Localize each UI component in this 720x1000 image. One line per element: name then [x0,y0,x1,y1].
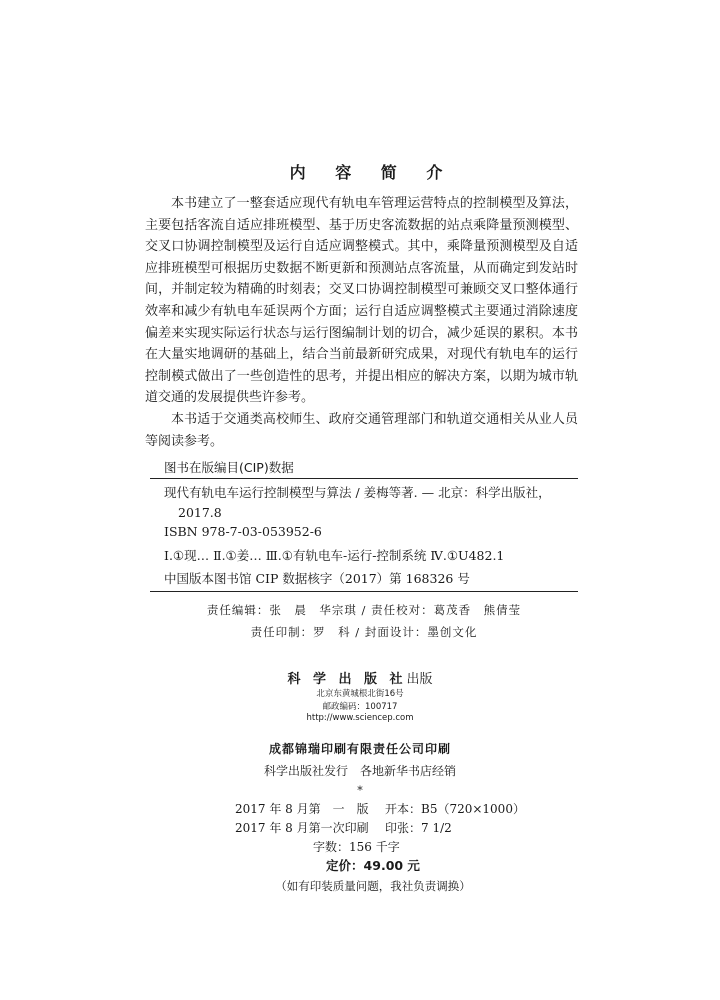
abstract-paragraph-2: 本书适于交通类高校师生、政府交通管理部门和轨道交通相关从业人员等阅读参考。 [145,411,578,449]
abstract [145,193,578,452]
publisher-url: http://www.sciencep.com [306,713,414,723]
cip-number: 中国版本图书馆 CIP 数据核字（2017）第 168326 号 [164,571,470,586]
cip-isbn: ISBN 978-7-03-053952-6 [164,524,322,539]
cip-date-line: 2017.8 [178,504,222,520]
separator-star: * [357,784,363,797]
spec-word-count: 字数：156 千字 [313,840,400,854]
credits-line-2: 责任印制：罗 科 / 封面设计：墨创文化 [250,625,478,639]
cip-title-line: 现代有轨电车运行控制模型与算法 / 姜梅等著. — 北京：科学出版社， [164,485,551,500]
publisher-name-text: 科 学 出 版 社 [287,672,407,687]
printer-line: 成都锦瑞印刷有限责任公司印刷 [268,742,451,756]
spec-format: 开本：B5（720×1000） [385,802,525,816]
publisher-name-suffix: 出版 [406,672,433,687]
spec-edition: 2017 年 8 月第 一 版 [235,802,369,816]
cip-classification: Ⅰ.①现… Ⅱ.①姜… Ⅲ.①有轨电车-运行-控制系统 Ⅳ.①U482.1 [164,547,505,563]
distribution-line: 科学出版社发行 各地新华书店经销 [263,764,456,778]
cip-data-block [150,478,578,592]
page-title: 内 容 简 介 [289,163,455,182]
spec-sheets: 印张：7 1/2 [385,821,452,835]
publisher-name [0,668,720,687]
publisher-address: 北京东黄城根北街16号 [316,689,404,699]
price: 定价：49.00 元 [326,858,420,873]
credits-line-1: 责任编辑：张 晨 华宗琪 / 责任校对：葛茂香 熊倩莹 [206,603,522,617]
abstract-paragraph-1: 本书建立了一整套适应现代有轨电车管理运营特点的控制模型及算法，主要包括客流自适应排班模型、基于历史客流数据的站点乘降量预测模型、交叉口协调控制模型及运行自适应调整模式。其中，乘降量预测模型及自适应排班模型可根据历史数据不断更新和预测站点客流量，从而确定到发站时间，并制定较为精确的时刻表；交叉口协调控制模型可兼顾交叉口整体通行效率和减少有轨电车延误两个方面；运行自适应调整模式主要通过消除速度偏差来实现实际运行状态与运行图编制计划的切合，减少延误的累积。本书在大量实地调研的基础上，结合当前最新研究成果，对现代有轨电车的运行控制模式做出了一些创造性的思考，并提出相应的解决方案，以期为城市轨道交通的发展提供些许参考。 [145,196,578,406]
quality-notice: （如有印装质量问题，我社负责调换） [275,879,471,893]
spec-printing: 2017 年 8 月第一次印刷 [235,821,369,835]
publisher-postcode: 邮政编码：100717 [322,702,398,712]
cip-header: 图书在版编目(CIP)数据 [164,460,294,475]
